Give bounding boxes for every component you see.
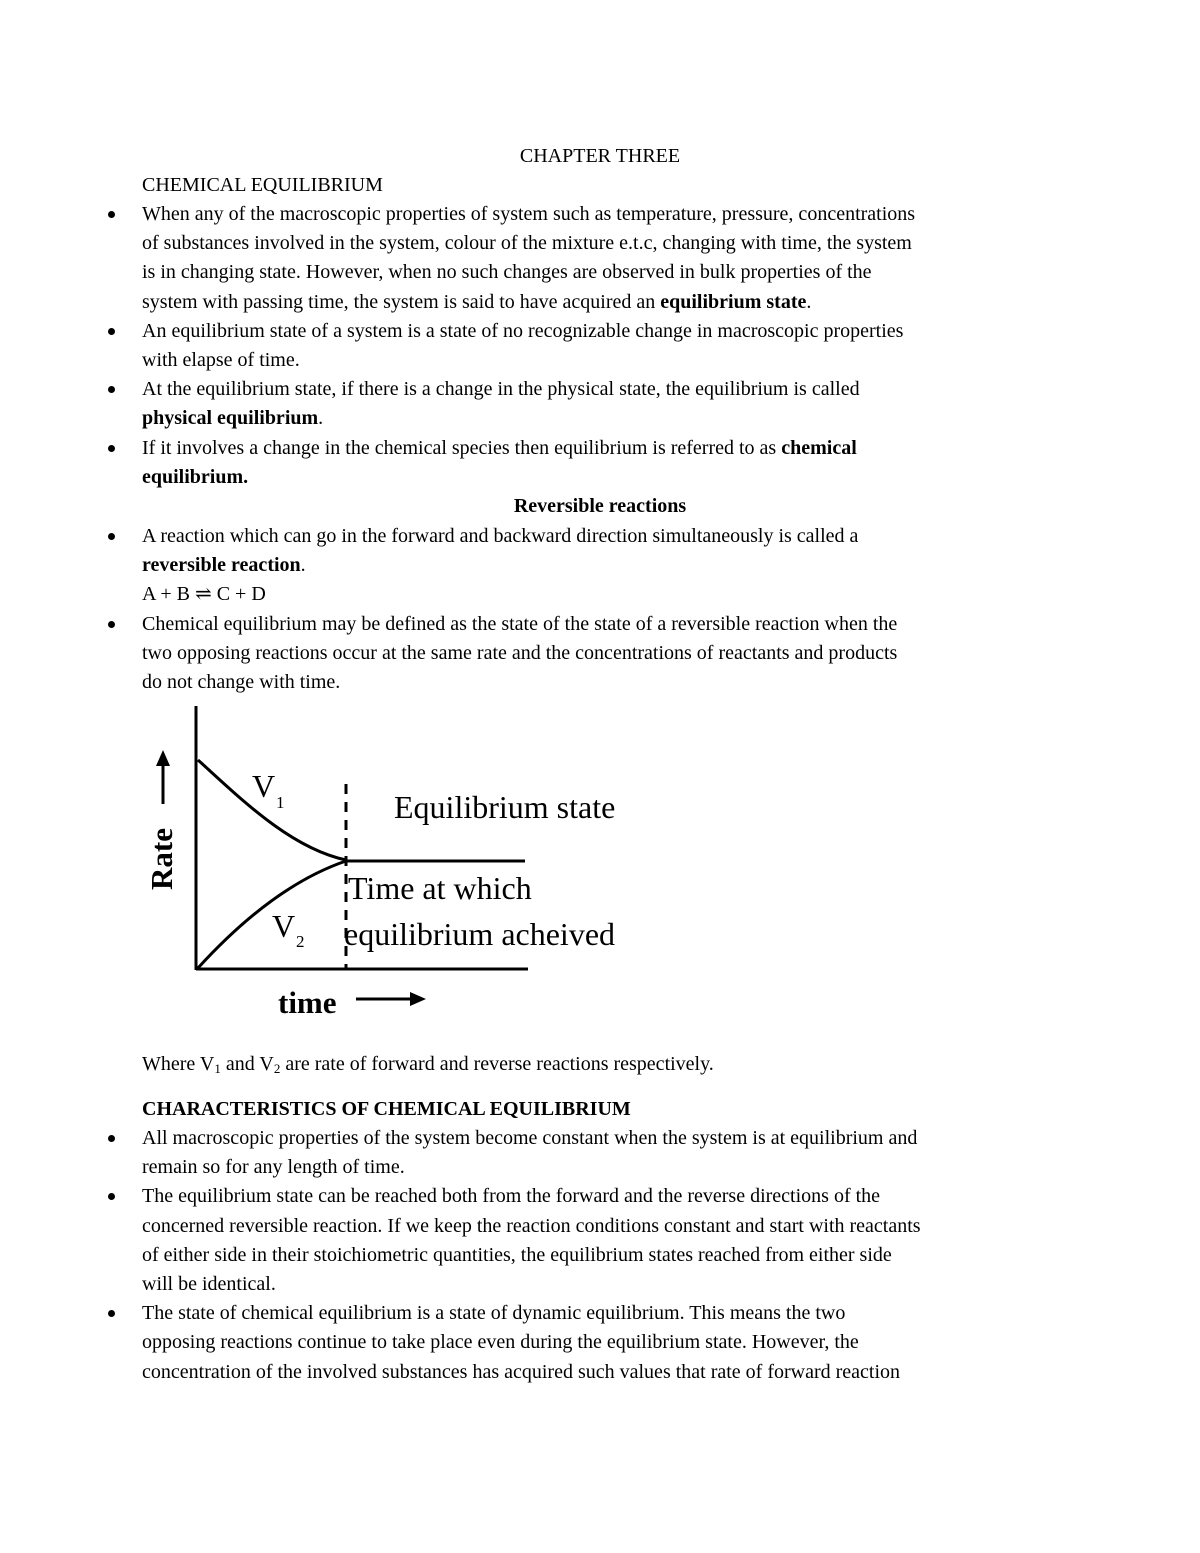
- bullet-line: [142, 551, 1060, 580]
- bullet-line: At the equilibrium state, if there is a change in the physical state, the equilibrium is called: [142, 378, 860, 401]
- section1-bullets: [108, 200, 1060, 492]
- bullet-line: A reaction which can go in the forward and backward direction simultaneously is called a: [142, 525, 859, 547]
- section-heading-characteristics: CHARACTERISTICS OF CHEMICAL EQUILIBRIUM: [142, 1098, 631, 1120]
- bold-term: equilibrium state: [660, 290, 807, 313]
- bullet-line: The state of chemical equilibrium is a state of dynamic equilibrium. This means the two: [142, 1302, 846, 1325]
- bullet-line: [142, 404, 1060, 433]
- bullet-icon: [108, 445, 115, 452]
- bullet-line: When any of the macroscopic properties of system such as temperature, pressure, concentrations: [142, 203, 916, 225]
- v1-label: V: [252, 768, 276, 804]
- text: system with passing time, the system is said to have acquired an: [142, 290, 661, 313]
- reaction-equation: A + B ⇌ C + D: [142, 583, 266, 606]
- bullet-line: will be identical.: [142, 1273, 276, 1296]
- bullet-line: [142, 434, 1060, 463]
- v1-subscript: 1: [276, 793, 285, 812]
- list-item: [108, 610, 1060, 698]
- x-axis-label: time: [278, 985, 337, 1020]
- text: If it involves a change in the chemical species then equilibrium is referred to as: [142, 436, 782, 459]
- up-arrow-head-icon: [156, 750, 170, 766]
- section-heading-chemical-equilibrium: CHEMICAL EQUILIBRIUM: [142, 174, 383, 196]
- list-item: [108, 434, 1060, 492]
- bullet-line: concentration of the involved substances has acquired such values that rate of forward reaction: [142, 1360, 901, 1383]
- subscript: 2: [273, 1061, 281, 1076]
- text: and V: [220, 1053, 274, 1075]
- text: Where V: [142, 1053, 215, 1075]
- bullet-icon: [108, 386, 115, 393]
- equilibrium-state-label: Equilibrium state: [394, 789, 616, 825]
- rate-time-diagram: [130, 700, 650, 1030]
- subscript: 1: [214, 1061, 221, 1076]
- bullet-icon: [108, 1193, 115, 1200]
- bold-term: equilibrium.: [142, 465, 249, 488]
- text: .: [300, 554, 306, 577]
- text: .: [318, 407, 324, 430]
- chapter-title: CHAPTER THREE: [519, 145, 681, 167]
- text: .: [806, 290, 812, 313]
- bold-term: chemical: [781, 436, 857, 459]
- text: are rate of forward and reverse reactions respectively.: [280, 1053, 714, 1075]
- list-item: [108, 317, 1060, 375]
- bullet-line: with elapse of time.: [142, 349, 300, 372]
- bullet-icon: [108, 621, 115, 628]
- list-item: [108, 1182, 1060, 1299]
- bullet-line: concerned reversible reaction. If we keep the reaction conditions constant and start with reactants: [142, 1214, 921, 1237]
- bold-term: reversible reaction: [142, 554, 301, 577]
- list-item: [108, 200, 1060, 317]
- time-label-line1: Time at which: [348, 870, 532, 906]
- bullet-line: of substances involved in the system, colour of the mixture e.t.c, changing with time, the system: [142, 232, 912, 255]
- bullet-line: [142, 463, 1060, 492]
- bullet-icon: [108, 328, 115, 335]
- list-item: [108, 522, 1060, 610]
- bullet-line: remain so for any length of time.: [142, 1156, 405, 1179]
- v2-label: V: [272, 908, 296, 944]
- bullet-line: All macroscopic properties of the system become constant when the system is at equilibrium and: [142, 1127, 918, 1149]
- bullet-line: An equilibrium state of a system is a state of no recognizable change in macroscopic properties: [142, 319, 904, 342]
- bullet-icon: [108, 533, 115, 540]
- section2-bullets: [108, 522, 1060, 697]
- bullet-line: The equilibrium state can be reached both from the forward and the reverse directions of the: [142, 1185, 881, 1208]
- bullet-icon: [108, 1135, 115, 1142]
- bullet-line: two opposing reactions occur at the same rate and the concentrations of reactants and products: [142, 641, 898, 664]
- section-heading-reversible-reactions: Reversible reactions: [513, 495, 687, 517]
- bullet-icon: [108, 211, 115, 218]
- bullet-icon: [108, 1310, 115, 1317]
- bullet-line: opposing reactions continue to take place even during the equilibrium state. However, the: [142, 1331, 859, 1354]
- bullet-line: of either side in their stoichiometric quantities, the equilibrium states reached from either side: [142, 1243, 892, 1266]
- section3-bullets: [108, 1124, 1060, 1387]
- list-item: [108, 375, 1060, 433]
- bullet-line: do not change with time.: [142, 671, 341, 694]
- list-item: [108, 1299, 1060, 1387]
- time-label-line2: equilibrium acheived: [344, 916, 616, 952]
- diagram-caption: [142, 1050, 714, 1079]
- v2-subscript: 2: [296, 932, 305, 951]
- right-arrow-head-icon: [410, 992, 426, 1006]
- bullet-line: is in changing state. However, when no such changes are observed in bulk properties of the: [142, 261, 872, 284]
- list-item: [108, 1124, 1060, 1182]
- bullet-line: Chemical equilibrium may be defined as the state of the state of a reversible reaction when the: [142, 612, 898, 635]
- bullet-line: [142, 288, 1060, 317]
- bold-term: physical equilibrium: [142, 407, 319, 430]
- y-axis-label: Rate: [144, 828, 179, 890]
